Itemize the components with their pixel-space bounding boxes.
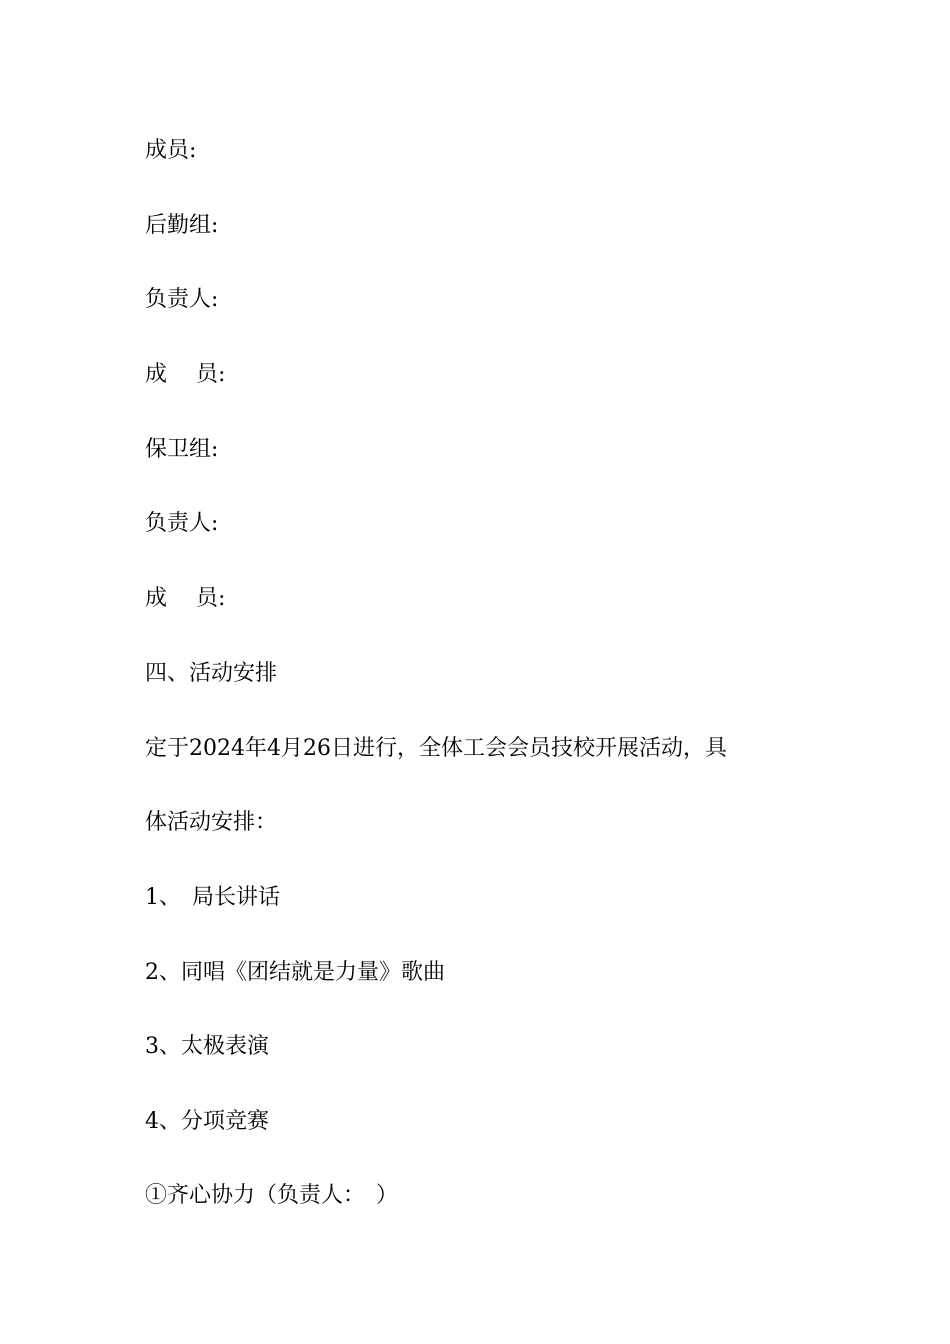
- sub-item-1: ①齐心协力（负责人： ）: [145, 1183, 399, 1208]
- paragraph-line-2: 体活动安排：: [145, 810, 278, 835]
- security-leader-label: 负责人:: [145, 511, 219, 536]
- logistics-group-heading: 后勤组:: [145, 213, 219, 238]
- section-heading-activity-schedule: 四、活动安排: [145, 661, 278, 686]
- paragraph-line-1: 定于2024年4月26日进行，全体工会会员技校开展活动，具: [145, 736, 727, 761]
- security-members-label: 成 员:: [145, 586, 226, 611]
- security-group-heading: 保卫组:: [145, 437, 219, 462]
- list-item-3: 3、太极表演: [145, 1034, 269, 1059]
- list-item-2: 2、同唱《团结就是力量》歌曲: [145, 960, 445, 985]
- logistics-leader-label: 负责人:: [145, 287, 219, 312]
- logistics-members-label: 成 员:: [145, 362, 226, 387]
- list-item-1: 1、 局长讲话: [145, 885, 280, 910]
- list-item-4: 4、分项竞赛: [145, 1109, 269, 1134]
- members-label: 成员:: [145, 138, 197, 163]
